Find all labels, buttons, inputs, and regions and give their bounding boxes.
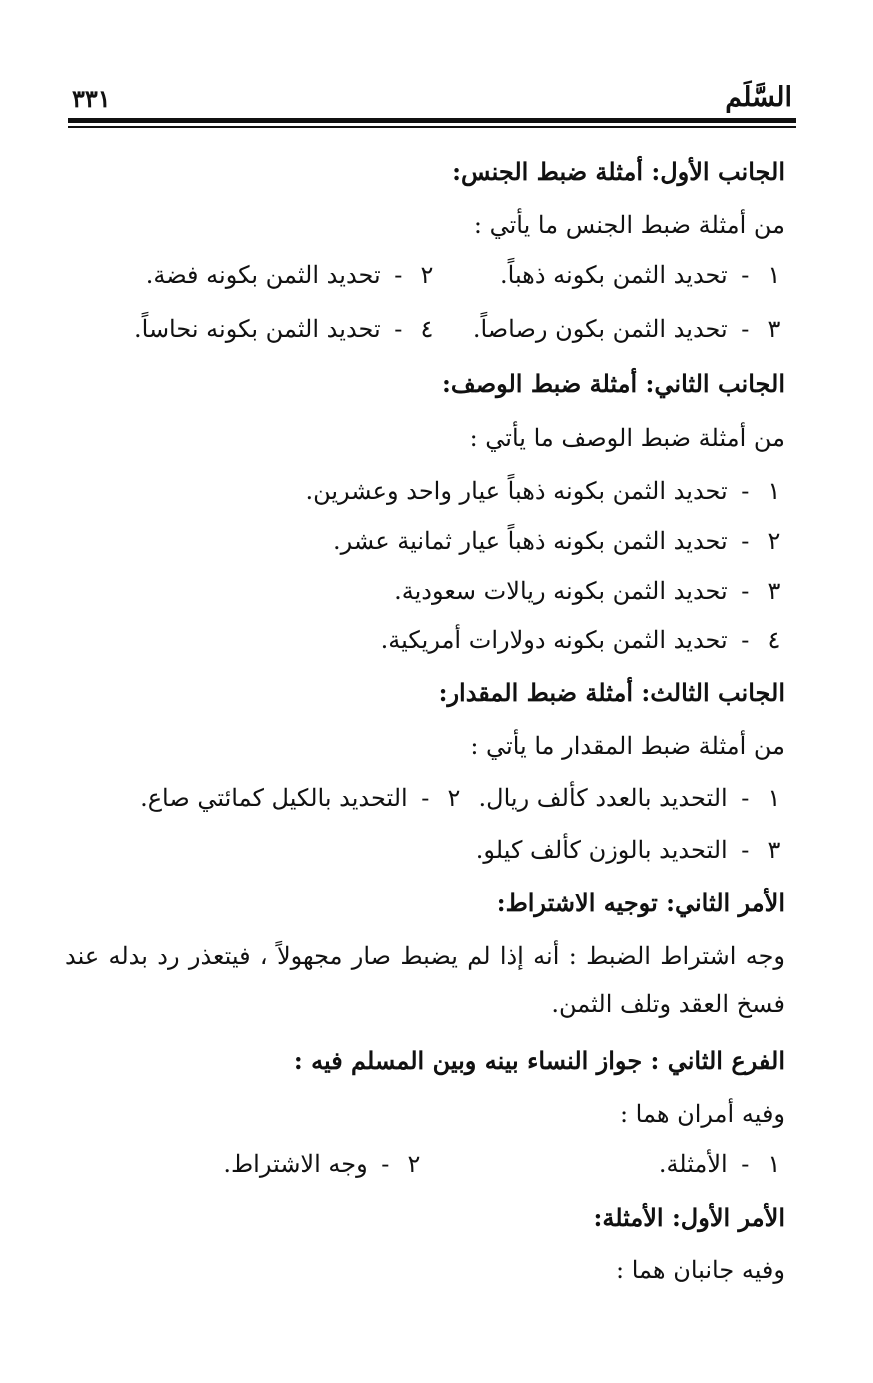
section-heading-justification: الأمر الثاني: توجيه الاشتراط: [496, 888, 785, 917]
item-text: وجه الاشتراط. [223, 1150, 368, 1178]
item-text: التحديد بالعدد كألف ريال. [478, 784, 728, 812]
intro-text-deferment: وفيه أمران هما : [619, 1100, 785, 1128]
item-number: ٢ [420, 261, 434, 289]
list-item: ٢ - تحديد الثمن بكونه ذهباً عيار ثمانية عشر. [333, 524, 785, 558]
section-heading-genus: الجانب الأول: أمثلة ضبط الجنس: [452, 157, 785, 186]
intro-text-description: من أمثلة ضبط الوصف ما يأتي : [469, 424, 785, 452]
section-heading-quantity: الجانب الثالث: أمثلة ضبط المقدار: [438, 678, 785, 707]
item-text: تحديد الثمن بكونه دولارات أمريكية. [380, 626, 728, 654]
list-item: ٤ - تحديد الثمن بكونه دولارات أمريكية. [381, 623, 785, 657]
list-item: ٢ - وجه الاشتراط. [223, 1147, 425, 1181]
intro-text-genus: من أمثلة ضبط الجنس ما يأتي : [473, 211, 785, 239]
item-text: تحديد الثمن بكونه ريالات سعودية. [394, 577, 728, 605]
page-number: ٣٣١ [72, 84, 111, 113]
list-item: ٣ - تحديد الثمن بكون رصاصاً. [473, 312, 785, 346]
list-item: ٤ - تحديد الثمن بكونه نحاساً. [134, 312, 438, 346]
item-number: ٢ [447, 784, 461, 812]
item-text: الأمثلة. [658, 1150, 728, 1178]
list-item: ٣ - تحديد الثمن بكونه ريالات سعودية. [394, 574, 785, 608]
list-item: ١ - الأمثلة. [659, 1147, 785, 1181]
header-rule-thick [68, 118, 796, 123]
intro-text-quantity: من أمثلة ضبط المقدار ما يأتي : [470, 732, 785, 760]
item-number: ١ [767, 1150, 781, 1178]
list-item: ١ - تحديد الثمن بكونه ذهباً. [500, 258, 785, 292]
item-number: ٣ [767, 315, 781, 343]
item-text: تحديد الثمن بكونه نحاساً. [134, 315, 381, 343]
item-number: ٢ [407, 1150, 421, 1178]
item-text: تحديد الثمن بكونه ذهباً. [500, 261, 728, 289]
list-item: ٣ - التحديد بالوزن كألف كيلو. [476, 833, 785, 867]
item-number: ٢ [767, 527, 781, 555]
item-text: تحديد الثمن بكونه ذهباً عيار واحد وعشرين. [305, 477, 728, 505]
item-number: ١ [767, 261, 781, 289]
item-number: ٤ [420, 315, 434, 343]
running-header [68, 80, 796, 120]
section-heading-examples: الأمر الأول: الأمثلة: [593, 1203, 785, 1232]
item-text: تحديد الثمن بكون رصاصاً. [472, 315, 728, 343]
item-number: ١ [767, 477, 781, 505]
list-item: ٢ - تحديد الثمن بكونه فضة. [146, 258, 438, 292]
running-title: السَّلَم [725, 82, 792, 113]
list-item: ٢ - التحديد بالكيل كمائتي صاع. [140, 781, 465, 815]
intro-text-examples: وفيه جانبان هما : [616, 1256, 785, 1284]
item-number: ٤ [767, 626, 781, 654]
list-item: ١ - تحديد الثمن بكونه ذهباً عيار واحد وعشرين. [305, 474, 785, 508]
header-rule-thin [68, 126, 796, 128]
item-number: ١ [767, 784, 781, 812]
item-text: التحديد بالكيل كمائتي صاع. [140, 784, 408, 812]
item-number: ٣ [767, 577, 781, 605]
section-heading-deferment: الفرع الثاني : جواز النساء بينه وبين المسلم فيه : [293, 1046, 785, 1075]
list-item: ١ - التحديد بالعدد كألف ريال. [479, 781, 785, 815]
justification-paragraph: وجه اشتراط الضبط : أنه إذا لم يضبط صار مجهولاً ، فيتعذر رد بدله عند فسخ العقد وتلف الثمن. [65, 942, 785, 1018]
item-text: تحديد الثمن بكونه ذهباً عيار ثمانية عشر. [333, 527, 728, 555]
item-number: ٣ [767, 836, 781, 864]
item-text: التحديد بالوزن كألف كيلو. [475, 836, 728, 864]
section-heading-description: الجانب الثاني: أمثلة ضبط الوصف: [442, 369, 785, 398]
item-text: تحديد الثمن بكونه فضة. [145, 261, 381, 289]
